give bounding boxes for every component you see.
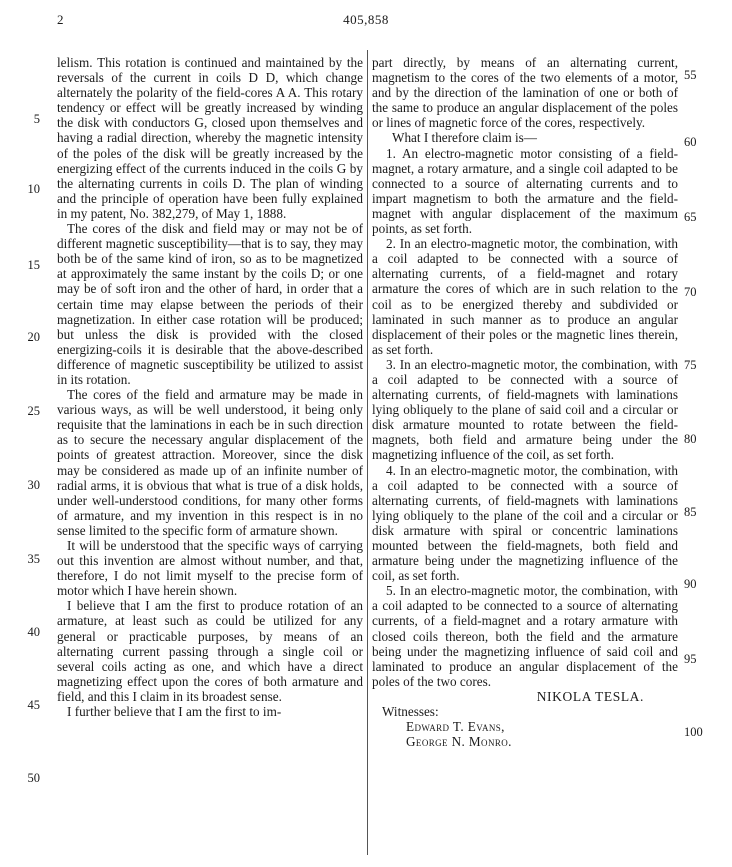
- line-number: 80: [684, 432, 697, 446]
- line-number: 55: [684, 68, 697, 82]
- line-number: 75: [684, 358, 697, 372]
- paragraph: lelism. This rotation is continued and maintained by the reversals of the current in coils D D, which change alternately the polarity of the field-cores A A. This rotary tendency or effect will be greatly increased by winding the disk with conductors G, closed upon themselves and having a radial direction, whereby the magnetic intensity of the poles of the disk will be greatly increased by the energizing effect of the currents induced in the coils G by the alternating currents in coils D. The plan of winding and the principle of operation have been fully explained in my patent, No. 382,279, of May 1, 1888.: [57, 55, 363, 221]
- left-column: [57, 55, 363, 719]
- line-number: 35: [27, 552, 40, 566]
- column-divider: [367, 50, 368, 855]
- paragraph: part directly, by means of an alternating current, magnetism to the cores of the two elements of a motor, and by the direction of the lamination of one or both of the same to produce an angular displacement of the poles or lines of magnetic force of the cores, respectively.: [372, 55, 678, 131]
- claim-2: 2. In an electro-magnetic motor, the combination, with a coil adapted to be connected with a source of alternating currents, of a field-magnet and rotary armature the cores of which are in such relation to the coil as to be energized thereby and subdivided or laminated in such manner as to produce an angular displacement of their poles or the magnetic lines therein, as set forth.: [372, 236, 678, 357]
- paragraph: I believe that I am the first to produce rotation of an armature, at least such as could be utilized for any general or practicable purposes, by means of an alternating current passing through a single coil or several coils acting as one, and which have a direct magnetizing effect upon the cores of both armature and field, and this I claim in its broadest sense.: [57, 598, 363, 704]
- line-number: 20: [27, 330, 40, 344]
- line-number: 45: [27, 698, 40, 712]
- line-number: 90: [684, 577, 697, 591]
- line-number: 95: [684, 652, 697, 666]
- claim-1: 1. An electro-magnetic motor consisting of a field-magnet, a rotary armature, and a single coil adapted to be connected to a source of alternating currents and to impart magnetism to both the armature and the field-magnet with angular displacement of the maximum points, as set forth.: [372, 145, 678, 237]
- paragraph: The cores of the field and armature may be made in various ways, as will be well understood, it being only requisite that the laminations in each be in such direction as to secure the necessary angular displacement of the points of greatest attraction. Moreover, since the disk may be considered as made up of an infinite number of radial arms, it is obvious that what is true of a disk holds, under well-understood conditions, for many other forms of armature, and my invention in this respect is in no sense limited to the specific form of armature shown.: [57, 387, 363, 538]
- witness-name: Edward T. Evans,: [406, 719, 505, 735]
- line-number: 10: [27, 182, 40, 196]
- patent-number: 405,858: [343, 12, 389, 27]
- line-number: 50: [27, 771, 40, 785]
- line-number: 25: [27, 404, 40, 418]
- line-number: 65: [684, 210, 697, 224]
- claim-3: 3. In an electro-magnetic motor, the combination, with a coil adapted to be connected with a source of alternating currents, of field-magnets with laminations lying obliquely to the plane of said coil and a circular or disk armature mounted to rotate between the field-magnets, both field and armature being under the magnetizing influence of the coil, as set forth.: [372, 356, 678, 463]
- claim-4: 4. In an electro-magnetic motor, the combination, with a coil adapted to be connected with a source of alternating currents, of field-magnets with laminations lying obliquely to the plane of the coil and a circular or disk armature with spiral or concentric laminations mounted between the field-magnets, both field and armature being under the magnetizing influence of the coil, as set forth.: [372, 462, 678, 584]
- line-number: 5: [33, 112, 40, 126]
- witnesses-label: Witnesses:: [382, 704, 439, 720]
- line-number: 85: [684, 505, 697, 519]
- line-number: 70: [684, 285, 697, 299]
- paragraph: I further believe that I am the first to im-: [67, 704, 282, 720]
- line-number: 60: [684, 135, 697, 149]
- inventor-signature: NIKOLA TESLA.: [536, 688, 644, 704]
- line-number: 30: [27, 478, 40, 492]
- paragraph: It will be understood that the specific ways of carrying out this invention are almost without number, and that, therefore, I do not limit myself to the precise form of motor which I have herein shown.: [57, 538, 363, 599]
- line-number: 40: [27, 625, 40, 639]
- paragraph: The cores of the disk and field may or may not be of different magnetic susceptibility—that is to say, they may both be of the same kind of iron, so as to be magnetized at approximately the same instant by the coils D; or one may be of soft iron and the other of hard, in order that a certain time may elapse between the periods of their magnetization. In either case rotation will be produced; but unless the disk is provided with the closed energizing-coils it is desirable that the above-described difference of magnetic susceptibility be utilized to assist in its rotation.: [57, 221, 363, 387]
- page-number: 2: [57, 12, 64, 27]
- witness-name: George N. Monro.: [406, 734, 512, 750]
- line-number: 15: [27, 258, 40, 272]
- right-column: [372, 55, 678, 749]
- line-number: 100: [684, 725, 703, 739]
- claims-intro: What I therefore claim is—: [392, 130, 537, 146]
- claim-5: 5. In an electro-magnetic motor, the combination, with a coil adapted to be connected to a source of alternating currents, of a field-magnet and a rotary armature with closed coils thereon, both the field and the armature being under the magnetizing influence of said coil and laminated to produce an angular displacement of the poles of the two cores.: [372, 583, 678, 689]
